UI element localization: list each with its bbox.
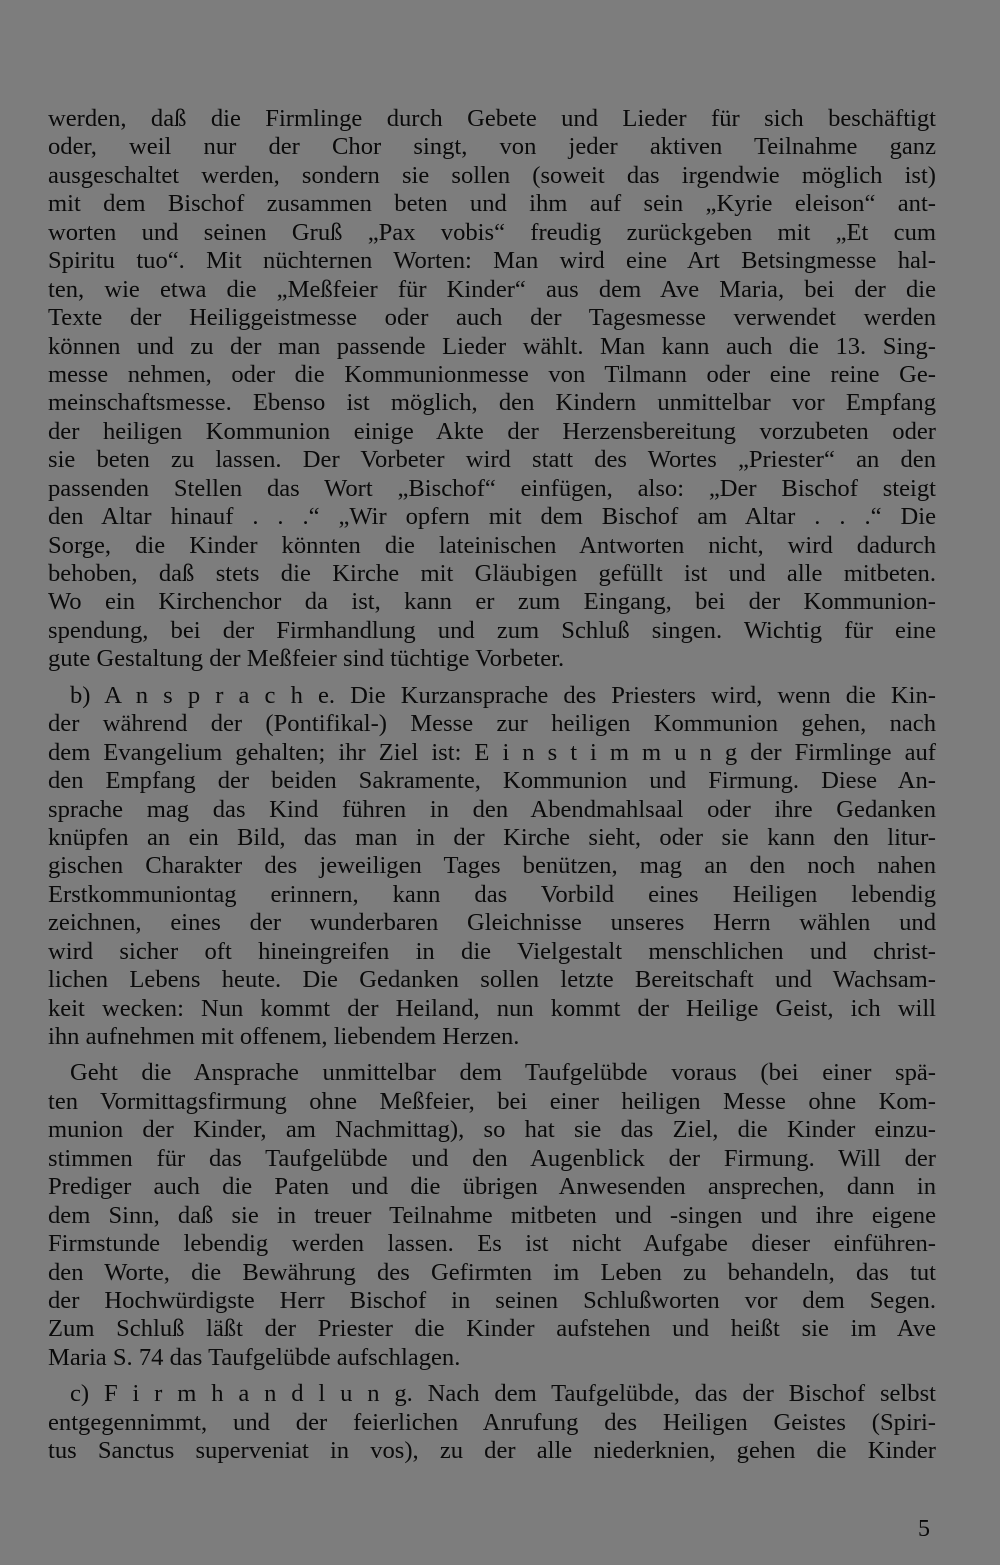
text-line: tus Sanctus superveniat in vos), zu der alle niederknien, gehen die Kinder (48, 1437, 936, 1465)
text-line: werden, daß die Firmlinge durch Gebete und Lieder für sich beschäftigt (48, 105, 936, 132)
text-line: den Worte, die Bewährung des Gefirmten im Leben zu behandeln, das tut (48, 1258, 936, 1286)
text-line: entgegennimmt, und der feierlichen Anrufung des Heiligen Geistes (Spiri- (48, 1408, 936, 1436)
text-line: Zum Schluß läßt der Priester die Kinder aufstehen und heißt sie im Ave (48, 1315, 936, 1343)
text-line: Erstkommuniontag erinnern, kann das Vorbild eines Heiligen lebendig (48, 880, 936, 908)
text-line: zeichnen, eines der wunderbaren Gleichnisse unseres Herrn wählen und (48, 909, 936, 937)
text-line: sprache mag das Kind führen in den Abendmahlsaal oder ihre Gedanken (48, 795, 936, 823)
paragraph-taufgeluebde (48, 1059, 936, 1372)
text-line: Maria S. 74 das Taufgelübde aufschlagen. (48, 1343, 461, 1371)
page-number: 5 (918, 1516, 930, 1542)
paragraph-ansprache (48, 682, 936, 1052)
text-line: ihn aufnehmen mit offenem, liebendem Herzen. (48, 1023, 520, 1050)
paragraph-intro (48, 105, 936, 674)
text-line: ten, wie etwa die „Meßfeier für Kinder“ aus dem Ave Maria, bei der die (48, 275, 936, 303)
text-line: gute Gestaltung der Meßfeier sind tüchtige Vorbeter. (48, 645, 565, 673)
text-line: Prediger auch die Paten und die übrigen Anwesenden ansprechen, dann in (48, 1173, 936, 1201)
text-line: stimmen für das Taufgelübde und den Augenblick der Firmung. Will der (48, 1144, 936, 1172)
paragraph-gap (48, 1051, 936, 1059)
text-line: der während der (Pontifikal-) Messe zur heiligen Kommunion gehen, nach (48, 710, 936, 738)
text-line: messe nehmen, oder die Kommunionmesse von Tilmann oder eine reine Ge- (48, 360, 936, 388)
text-line: wird sicher oft hineingreifen in die Vielgestalt menschlichen und christ- (48, 937, 936, 965)
text-line: Texte der Heiliggeistmesse oder auch der Tagesmesse verwendet werden (48, 304, 936, 332)
text-line: den Empfang der beiden Sakramente, Kommunion und Firmung. Diese An- (48, 767, 936, 795)
paragraph-firmhandlung (48, 1380, 936, 1465)
text-line: dem Evangelium gehalten; ihr Ziel ist: E i n s t i m m u n g der Firmlinge auf (48, 738, 936, 766)
text-line: Geht die Ansprache unmittelbar dem Taufgelübde voraus (bei einer spä- (70, 1059, 936, 1087)
text-line: behoben, daß stets die Kirche mit Gläubigen gefüllt ist und alle mitbeten. (48, 560, 936, 587)
text-line: knüpfen an ein Bild, das man in der Kirche sieht, oder sie kann den litur- (48, 823, 936, 851)
text-line: meinschaftsmesse. Ebenso ist möglich, den Kindern unmittelbar vor Empfang (48, 389, 936, 417)
text-line: lichen Lebens heute. Die Gedanken sollen letzte Bereitschaft und Wachsam- (48, 966, 936, 994)
text-line: Sorge, die Kinder könnten die lateinischen Antworten nicht, wird dadurch (48, 531, 936, 559)
text-line: ten Vormittagsfirmung ohne Meßfeier, bei einer heiligen Messe ohne Kom- (48, 1087, 936, 1115)
text-line: worten und seinen Gruß „Pax vobis“ freudig zurückgeben mit „Et cum (48, 218, 936, 246)
text-line: keit wecken: Nun kommt der Heiland, nun kommt der Heilige Geist, ich will (48, 994, 936, 1022)
text-line: Wo ein Kirchenchor da ist, kann er zum Eingang, bei der Kommunion- (48, 588, 936, 616)
section-c-heading-line: c) F i r m h a n d l u n g. Nach dem Taufgelübde, das der Bischof selbst (70, 1380, 936, 1408)
text-line: Spiritu tuo“. Mit nüchternen Worten: Man wird eine Art Betsingmesse hal- (48, 247, 936, 275)
text-line: ausgeschaltet werden, sondern sie sollen (soweit das irgendwie möglich ist) (48, 161, 936, 189)
text-line: der heiligen Kommunion einige Akte der Herzensbereitung vorzubeten oder (48, 417, 936, 445)
section-b-heading-line: b) A n s p r a c h e. Die Kurzansprache des Priesters wird, wenn die Kin- (70, 681, 936, 709)
text-line: munion der Kinder, am Nachmittag), so hat sie das Ziel, die Kinder einzu- (48, 1116, 936, 1144)
text-line: passenden Stellen das Wort „Bischof“ einfügen, also: „Der Bischof steigt (48, 474, 936, 502)
paragraph-gap (48, 1372, 936, 1380)
text-line: sie beten zu lassen. Der Vorbeter wird statt des Wortes „Priester“ an den (48, 446, 936, 474)
page-body (48, 105, 936, 1466)
text-line: den Altar hinauf . . .“ „Wir opfern mit dem Bischof am Altar . . .“ Die (48, 503, 936, 531)
paragraph-gap (48, 674, 936, 682)
text-line: spendung, bei der Firmhandlung und zum Schluß singen. Wichtig für eine (48, 616, 936, 644)
text-line: mit dem Bischof zusammen beten und ihm auf sein „Kyrie eleison“ ant- (48, 190, 936, 218)
text-line: können und zu der man passende Lieder wählt. Man kann auch die 13. Sing- (48, 332, 936, 360)
text-line: Firmstunde lebendig werden lassen. Es ist nicht Aufgabe dieser einführen- (48, 1230, 936, 1258)
text-line: der Hochwürdigste Herr Bischof in seinen Schlußworten vor dem Segen. (48, 1286, 936, 1314)
text-line: gischen Charakter des jeweiligen Tages benützen, mag an den noch nahen (48, 852, 936, 880)
text-line: dem Sinn, daß sie in treuer Teilnahme mitbeten und -singen und ihre eigene (48, 1201, 936, 1229)
text-line: oder, weil nur der Chor singt, von jeder aktiven Teilnahme ganz (48, 133, 936, 161)
